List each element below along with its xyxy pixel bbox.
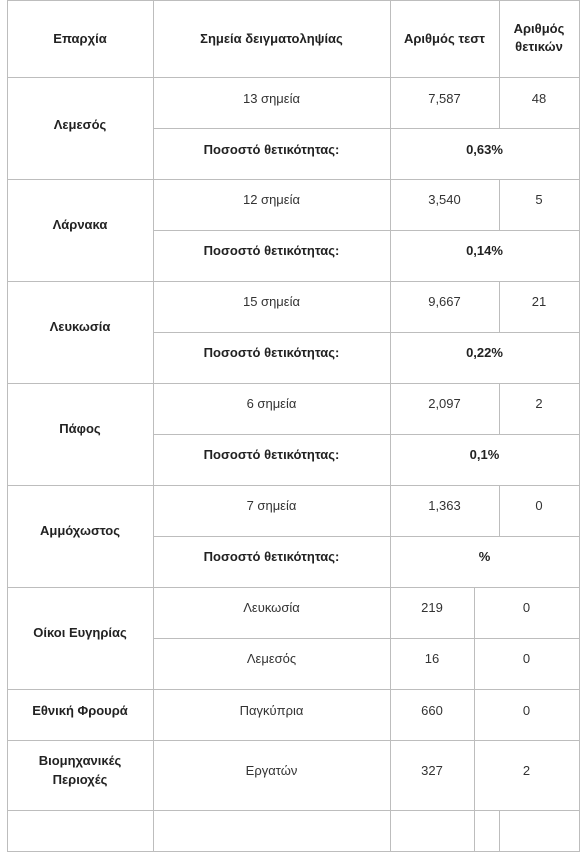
tests-count: 1,363 <box>428 498 461 513</box>
row-divider <box>7 485 580 486</box>
positivity-rate: 0,1% <box>469 447 500 462</box>
district-name: Λευκωσία <box>49 319 111 334</box>
row-divider <box>7 689 580 690</box>
positivity-rate: 0,22% <box>466 345 503 360</box>
location: Λεμεσός <box>246 651 297 666</box>
tests-count: 660 <box>421 703 443 718</box>
row-divider <box>153 230 580 231</box>
category-name: Εθνική Φρουρά <box>32 703 128 718</box>
positivity-label: Ποσοστό θετικότητας: <box>203 549 340 564</box>
sampling-points: 6 σημεία <box>246 396 297 411</box>
sampling-points: 15 σημεία <box>242 294 300 309</box>
positivity-rate: % <box>478 549 491 564</box>
district-name: Αμμόχωστος <box>40 523 120 538</box>
header-positives-line2: θετικών <box>515 39 563 54</box>
location: Λευκωσία <box>243 600 300 615</box>
category-name-line2: Περιοχές <box>52 772 108 787</box>
positivity-rate: 0,14% <box>466 243 503 258</box>
row-divider <box>7 77 580 78</box>
positives-count: 48 <box>531 91 547 106</box>
location: Παγκύπρια <box>239 703 304 718</box>
tests-count: 2,097 <box>428 396 461 411</box>
sampling-points: 12 σημεία <box>242 192 300 207</box>
positives-count: 0 <box>522 600 531 615</box>
category-name-line1: Βιομηχανικές <box>38 753 122 768</box>
row-divider <box>7 179 580 180</box>
col-divider <box>499 810 500 852</box>
positives-count: 0 <box>535 498 543 513</box>
sampling-points: 7 σημεία <box>246 498 297 513</box>
table-border-right <box>579 0 580 852</box>
positives-count: 5 <box>535 192 543 207</box>
tests-count: 16 <box>424 651 440 666</box>
district-name: Λεμεσός <box>53 117 107 132</box>
table-border-top <box>7 0 580 1</box>
col-divider <box>153 0 154 852</box>
row-divider <box>7 740 580 741</box>
tests-count: 219 <box>421 600 443 615</box>
category-name: Οίκοι Ευγηρίας <box>33 625 127 640</box>
header-eparchia: Επαρχία <box>53 31 107 46</box>
header-positives-line1: Αριθμός <box>513 21 565 36</box>
row-divider <box>153 434 580 435</box>
positivity-label: Ποσοστό θετικότητας: <box>203 447 340 462</box>
row-divider <box>7 587 580 588</box>
positives-count: 2 <box>535 396 543 411</box>
positives-count: 0 <box>522 651 531 666</box>
row-divider <box>7 810 580 811</box>
row-divider <box>7 383 580 384</box>
row-divider <box>153 128 580 129</box>
positivity-rate: 0,63% <box>466 142 503 157</box>
tests-count: 7,587 <box>428 91 461 106</box>
positivity-label: Ποσοστό θετικότητας: <box>203 345 340 360</box>
positives-count: 21 <box>531 294 547 309</box>
col-divider <box>390 0 391 852</box>
row-divider <box>153 332 580 333</box>
row-divider <box>7 281 580 282</box>
district-name: Πάφος <box>59 421 101 436</box>
table-border-bottom <box>7 851 580 852</box>
tests-count: 3,540 <box>428 192 461 207</box>
tests-count: 9,667 <box>428 294 461 309</box>
positives-count: 0 <box>522 703 531 718</box>
district-name: Λάρνακα <box>52 217 108 232</box>
tests-count: 327 <box>421 763 443 778</box>
positivity-label: Ποσοστό θετικότητας: <box>203 142 340 157</box>
row-divider <box>153 536 580 537</box>
location: Εργατών <box>245 763 298 778</box>
header-tests: Αριθμός τεστ <box>403 31 485 46</box>
row-divider <box>153 638 580 639</box>
sampling-points: 13 σημεία <box>242 91 300 106</box>
positives-count: 2 <box>522 763 531 778</box>
header-sampling-points: Σημεία δειγματοληψίας <box>200 31 343 46</box>
positivity-label: Ποσοστό θετικότητας: <box>203 243 340 258</box>
